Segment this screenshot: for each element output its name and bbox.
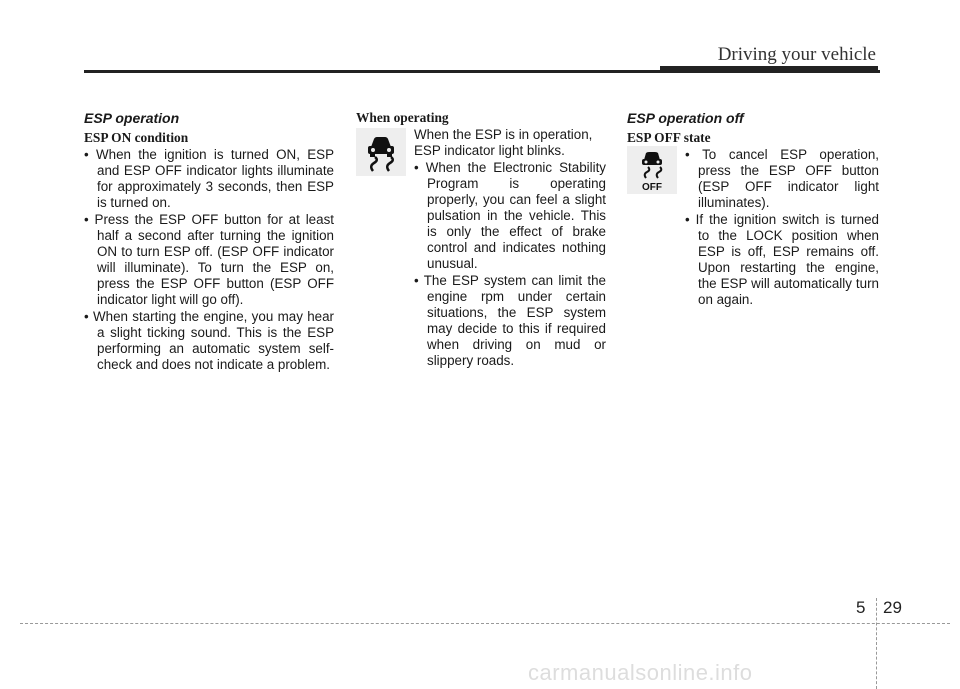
footer-rule	[20, 623, 950, 624]
bullet-item: • When the ignition is turned ON, ESP and ESP OFF indicator lights illuminate for approximately 3 seconds, then ESP is turned on.	[84, 147, 334, 210]
footer-divider	[876, 598, 877, 689]
header-rule-accent	[660, 66, 878, 72]
esp-off-icon-label: OFF	[642, 182, 662, 192]
column-esp-operation-off	[627, 110, 879, 309]
section-title: ESP operation	[84, 110, 180, 126]
bullet-item: • To cancel ESP operation, press the ESP OFF button (ESP OFF indicator light illuminates).	[685, 147, 879, 210]
header-title: Driving your vehicle	[717, 44, 876, 65]
sub-title: ESP ON condition	[84, 130, 189, 145]
bullet-item: • Press the ESP OFF button for at least half a second after turning the ignition ON to turn ESP off. (ESP OFF indicator will illuminate). To turn the ESP on, press the ESP OFF button (ESP OFF indicator light will go off).	[84, 212, 334, 307]
page-number: 29	[883, 598, 902, 617]
esp-indicator-icon	[356, 128, 406, 176]
bullet-item: • The ESP system can limit the engine rpm under certain situations, the ESP system may decide to this if required when driving on mud or slippery roads.	[414, 273, 606, 368]
chapter-number: 5	[856, 598, 866, 617]
intro-text: When the ESP is in operation, ESP indicator light blinks.	[414, 127, 593, 158]
sub-title: ESP OFF state	[627, 130, 711, 145]
bullet-item: • When the Electronic Stability Program is operating properly, you can feel a slight pulsation in the vehicle. This is only the effect of brake control and indicates nothing unusual.	[414, 160, 606, 271]
watermark: carmanualsonline.info	[528, 660, 753, 685]
column-esp-operation	[84, 110, 334, 374]
section-title: ESP operation off	[627, 110, 744, 126]
bullet-item: • If the ignition switch is turned to the LOCK position when ESP is off, ESP remains off. Upon restarting the engine, the ESP will automatically turn on again.	[685, 212, 879, 307]
bullet-item: • When starting the engine, you may hear a slight ticking sound. This is the ESP performing an automatic system self-check and does not indicate a problem.	[84, 309, 334, 372]
sub-title: When operating	[356, 110, 449, 125]
esp-off-indicator-icon	[627, 146, 677, 194]
